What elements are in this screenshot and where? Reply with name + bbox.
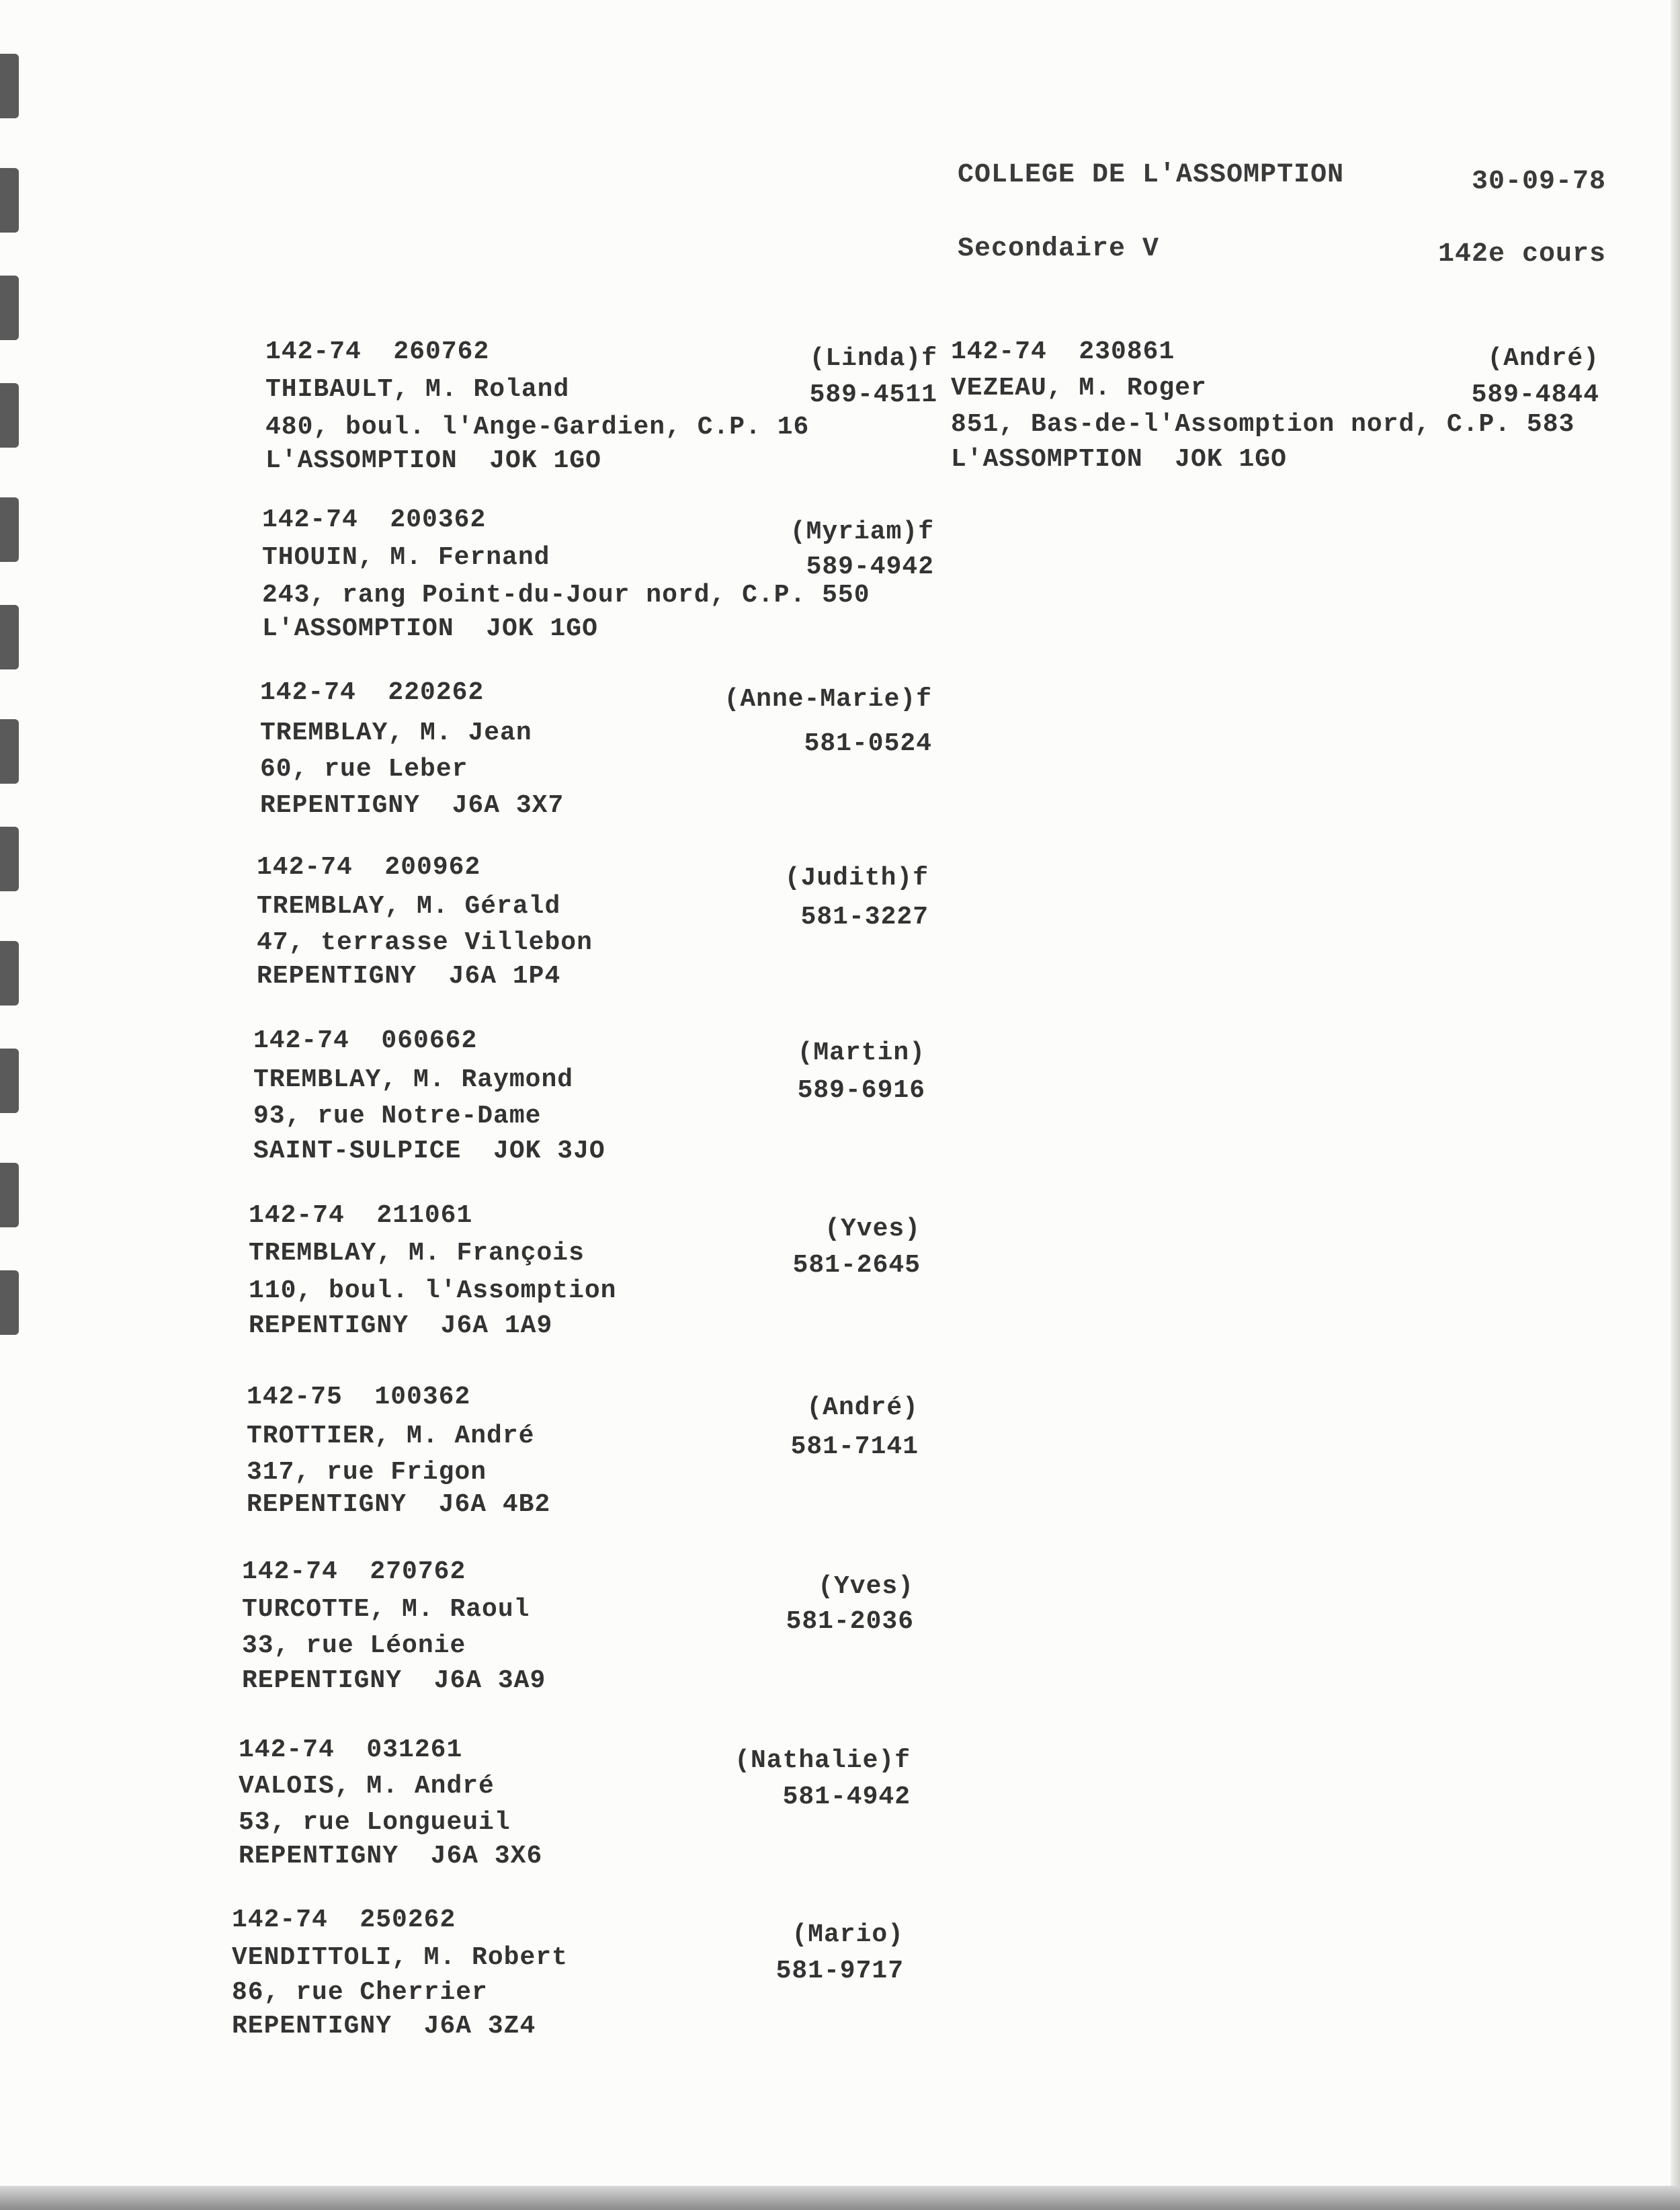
directory-entry: [239, 1737, 911, 1879]
entry-name: TREMBLAY, M. Jean: [260, 719, 532, 747]
directory-entry: [253, 1028, 925, 1170]
entry-phone: 589-4844: [1471, 380, 1599, 409]
course-number: 142e cours: [1438, 239, 1607, 270]
entry-code: 142-74 060662: [253, 1026, 478, 1055]
entry-address: 60, rue Leber: [260, 755, 468, 784]
punch-hole: [0, 383, 19, 448]
school-level: Secondaire V: [958, 234, 1160, 264]
punch-hole: [0, 827, 19, 891]
directory-entry: [242, 1559, 914, 1701]
entry-name: TREMBLAY, M. François: [249, 1239, 585, 1268]
entry-address: 47, terrasse Villebon: [257, 928, 593, 957]
directory-entry: [247, 1385, 919, 1526]
punch-hole: [0, 1163, 19, 1227]
entry-child: (Yves): [818, 1572, 914, 1601]
directory-entry: [249, 1203, 921, 1344]
entry-child: (Mario): [792, 1920, 904, 1949]
header-date: 30-09-78: [1472, 167, 1607, 197]
entry-address: 317, rue Frigon: [247, 1458, 487, 1487]
punch-hole: [0, 276, 19, 340]
entry-phone: 581-2036: [786, 1607, 914, 1636]
entry-name: VENDITTOLI, M. Robert: [232, 1943, 568, 1972]
entry-child: (Martin): [797, 1038, 925, 1067]
punch-hole: [0, 1049, 19, 1113]
entry-phone: 589-4511: [809, 380, 937, 409]
entry-phone: 589-4942: [806, 552, 934, 581]
entry-child: (Yves): [825, 1215, 921, 1243]
directory-entry: [257, 855, 929, 996]
entry-phone: 581-0524: [804, 729, 932, 758]
entry-city: REPENTIGNY J6A 3X6: [239, 1842, 543, 1871]
entry-phone: 581-2645: [792, 1251, 921, 1280]
entry-address: 86, rue Cherrier: [232, 1978, 488, 2007]
entry-code: 142-74 250262: [232, 1906, 456, 1934]
binding-holes: [0, 40, 27, 2124]
scan-bottom-edge: [0, 2186, 1680, 2210]
entry-phone: 581-7141: [790, 1432, 919, 1461]
entry-code: 142-74 200962: [257, 853, 481, 882]
entry-phone: 589-6916: [797, 1076, 925, 1105]
entry-city: REPENTIGNY J6A 3Z4: [232, 2012, 536, 2041]
entry-code: 142-75 100362: [247, 1383, 471, 1411]
entry-address: 243, rang Point-du-Jour nord, C.P. 550: [262, 581, 870, 610]
entry-phone: 581-3227: [800, 903, 929, 932]
entry-address: 93, rue Notre-Dame: [253, 1102, 542, 1131]
entry-city: SAINT-SULPICE JOK 3JO: [253, 1137, 605, 1165]
entry-child: (Myriam)f: [790, 518, 934, 546]
entry-name: TREMBLAY, M. Raymond: [253, 1065, 574, 1094]
entry-city: REPENTIGNY J6A 1A9: [249, 1311, 553, 1340]
punch-hole: [0, 54, 19, 118]
directory-entry: [262, 507, 934, 649]
entry-city: REPENTIGNY J6A 1P4: [257, 962, 561, 991]
directory-entry: [951, 339, 1599, 481]
entry-city: REPENTIGNY J6A 3X7: [260, 791, 564, 820]
directory-entry: [232, 1908, 904, 2049]
entry-city: L'ASSOMPTION JOK 1GO: [951, 445, 1287, 474]
entry-name: THOUIN, M. Fernand: [262, 543, 550, 572]
entry-code: 142-74 230861: [951, 337, 1175, 366]
entry-city: REPENTIGNY J6A 4B2: [247, 1490, 551, 1519]
entry-city: L'ASSOMPTION JOK 1GO: [262, 614, 598, 643]
entry-child: (Judith)f: [784, 864, 929, 893]
entry-name: VALOIS, M. André: [239, 1772, 495, 1801]
punch-hole: [0, 497, 19, 562]
punch-hole: [0, 168, 19, 233]
entry-child: (Anne-Marie)f: [724, 685, 932, 714]
entry-child: (André): [806, 1393, 919, 1422]
punch-hole: [0, 719, 19, 784]
entry-child: (André): [1487, 344, 1599, 373]
entry-code: 142-74 260762: [265, 337, 490, 366]
punch-hole: [0, 605, 19, 669]
entry-name: THIBAULT, M. Roland: [265, 375, 570, 404]
school-name: COLLEGE DE L'ASSOMPTION: [958, 160, 1345, 190]
entry-address: 110, boul. l'Assomption: [249, 1276, 617, 1305]
entry-address: 53, rue Longueuil: [239, 1808, 511, 1837]
entry-code: 142-74 270762: [242, 1557, 466, 1586]
entry-code: 142-74 200362: [262, 505, 487, 534]
directory-entry: [260, 680, 932, 821]
entry-child: (Nathalie)f: [734, 1746, 911, 1775]
entry-name: TURCOTTE, M. Raoul: [242, 1595, 530, 1624]
entry-code: 142-74 220262: [260, 678, 485, 707]
entry-code: 142-74 211061: [249, 1201, 473, 1230]
page-edge: [1671, 0, 1680, 2210]
entry-city: REPENTIGNY J6A 3A9: [242, 1666, 546, 1695]
entry-address: 33, rue Léonie: [242, 1631, 466, 1660]
punch-hole: [0, 941, 19, 1006]
entry-city: L'ASSOMPTION JOK 1GO: [265, 446, 601, 475]
entry-address: 480, boul. l'Ange-Gardien, C.P. 16: [265, 413, 810, 442]
entry-name: TROTTIER, M. André: [247, 1422, 535, 1450]
entry-name: TREMBLAY, M. Gérald: [257, 892, 561, 921]
entry-phone: 581-9717: [775, 1957, 904, 1986]
entry-name: VEZEAU, M. Roger: [951, 374, 1207, 403]
entry-code: 142-74 031261: [239, 1735, 463, 1764]
entry-address: 851, Bas-de-l'Assomption nord, C.P. 583: [951, 410, 1575, 439]
punch-hole: [0, 1270, 19, 1335]
entry-child: (Linda)f: [809, 344, 937, 373]
entry-phone: 581-4942: [782, 1783, 911, 1811]
directory-entry: [265, 339, 937, 481]
